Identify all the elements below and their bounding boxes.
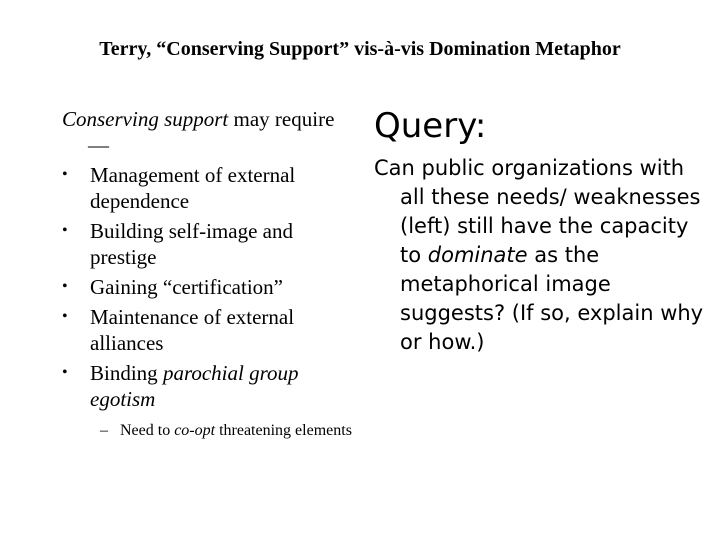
query-text-a: Can public organizations with all these needs/ weaknesses (left) still have the capacity to: [374, 156, 701, 267]
bullet-text: Maintenance of external alliances: [90, 305, 295, 355]
query-text-emphasis: dominate: [427, 243, 528, 267]
bullet-text: Building self-image and prestige: [90, 219, 293, 269]
bullet-icon: •: [62, 364, 68, 381]
bullet-item: [62, 162, 352, 214]
sub-bullet-post: threatening elements: [215, 422, 352, 439]
sub-bullet-pre: Need to: [120, 422, 175, 439]
bullet-icon: •: [62, 308, 68, 325]
bullet-item: [62, 274, 352, 300]
bullet-icon: •: [62, 222, 68, 239]
bullet-item: [62, 218, 352, 270]
sub-bullet-emphasis: co-opt: [174, 422, 216, 439]
bullet-text: Management of external dependence: [90, 163, 296, 213]
intro-text: [62, 106, 352, 158]
sub-bullet: [100, 420, 352, 442]
bullet-text: Binding: [90, 361, 163, 385]
right-column: [374, 104, 704, 357]
bullet-item: [62, 360, 352, 412]
bullet-emphasis: parochial group egotism: [90, 361, 299, 411]
query-text-b: as the metaphorical image suggests? (If so, explain why or how.): [400, 243, 704, 354]
bullet-list: [62, 162, 352, 412]
intro-emphasis: Conserving support: [62, 107, 229, 131]
intro-rest: may require—: [88, 107, 335, 157]
dash-icon: –: [100, 422, 108, 439]
left-column: [62, 106, 352, 442]
query-heading: Query:: [374, 106, 487, 146]
bullet-text: Gaining “certification”: [90, 275, 283, 299]
bullet-icon: •: [62, 166, 68, 183]
bullet-item: [62, 304, 352, 356]
slide-title: Terry, “Conserving Support” vis-à-vis Domination Metaphor: [99, 38, 621, 60]
query-text: [374, 154, 704, 357]
bullet-icon: •: [62, 278, 68, 295]
